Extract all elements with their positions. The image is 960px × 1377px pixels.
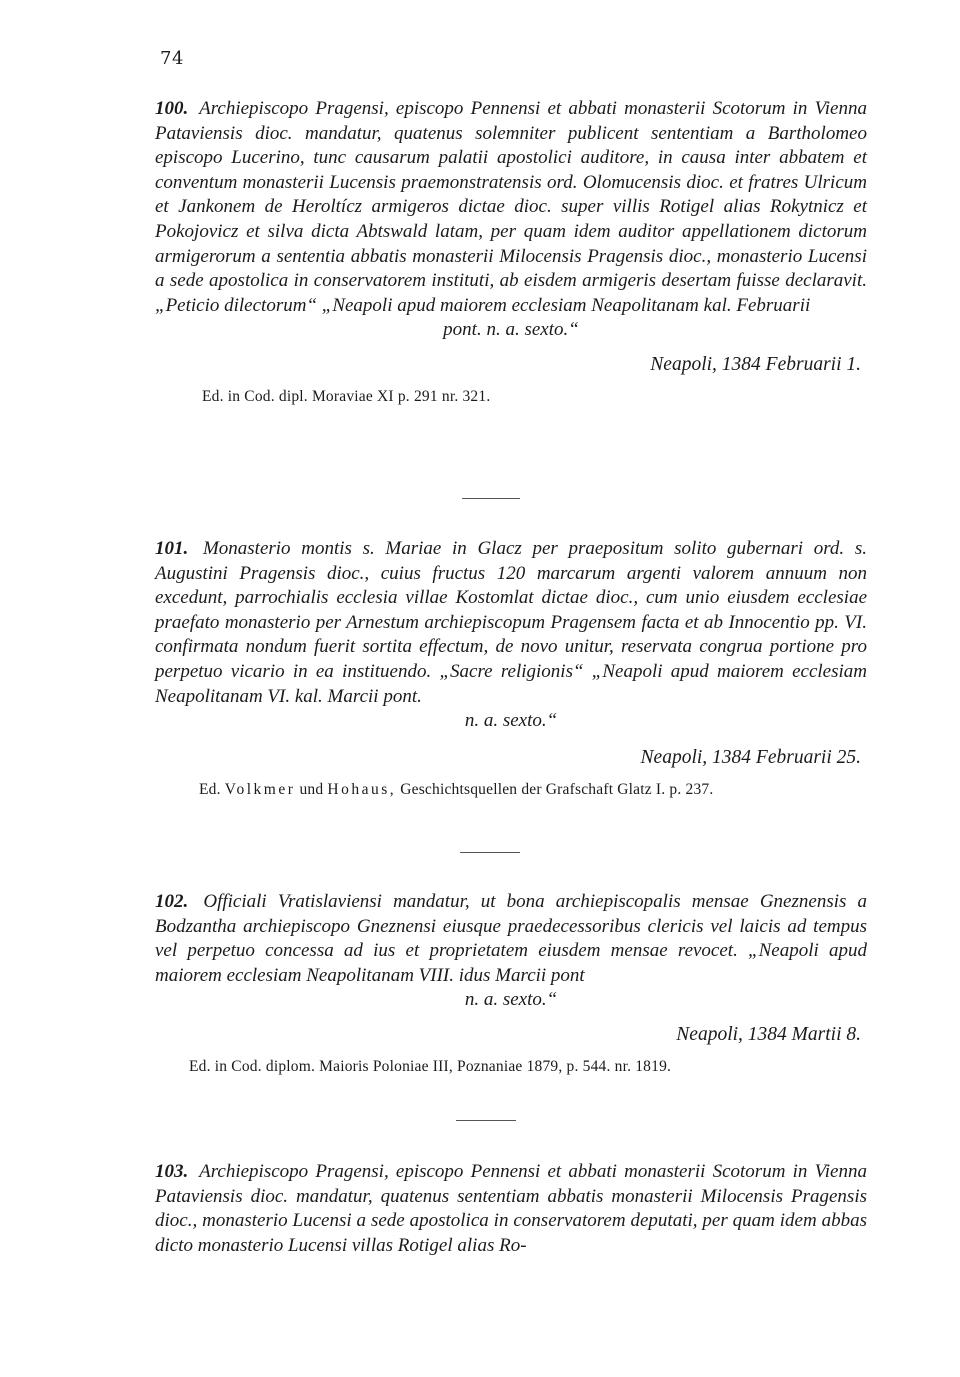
entry-102 (155, 890, 867, 1076)
edition-author: Volkmer (224, 781, 296, 799)
page-number: 74 (160, 48, 184, 69)
entry-number: 101. (155, 538, 189, 559)
edition-note (155, 781, 867, 799)
edition-conjunction: und (299, 781, 324, 799)
separator-rule (462, 498, 520, 499)
entry-text: Officiali Vratislaviensi mandatur, ut bona archiepiscopalis mensae Gneznensis a Bodzantha archiepiscopo Gneznensi eiusque praedecessoribus clericis vel laicis ad tempus vel perpetuo concessa ad ius et proprietatem eiusdem mensae revocet. „Neapoli apud maiorem ecclesiam Neapolitanam VIII. idus Marcii pont (155, 891, 867, 986)
entry-number: 102. (155, 891, 189, 912)
dateline: Neapoli, 1384 Martii 8. (676, 1024, 861, 1046)
entry-text: Archiepiscopo Pragensi, episcopo Pennensi et abbati monasterii Scotorum in Vienna Pataviensis dioc. mandatur, quatenus solemniter publicent sententiam a Bartholomeo episcopo Lucerino, tunc causarum palatii apostolici auditore, in causa inter abbatem et conventum monasterii Lucensis praemonstratensis ord. Olomucensis dioc. et fratres Ulricum et Jankonem de Heroltícz armigeros dictae dioc. super villis Rotigel alias Rokytnicz et Pokojovicz et silva dicta Abtswald latam, per quam idem auditor appellationem dictorum armigerorum a sententia abbatis monasterii Milocensis Pragensis dioc., monasterio Lucensi a sede apostolica in conservatorem instituti, ab eisdem armigeris desertam fuisse declaravit. „Peticio dilectorum“ „Neapoli apud maiorem ecclesiam Neapolitanam kal. Februarii (155, 98, 867, 316)
separator-rule (460, 852, 520, 853)
entry-number: 103. (155, 1161, 189, 1182)
entry-text-end: pont. n. a. sexto.“ (443, 319, 579, 341)
edition-note: Ed. in Cod. diplom. Maioris Poloniae III, Poznaniae 1879, p. 544. nr. 1819. (189, 1058, 672, 1076)
entry-text: Monasterio montis s. Mariae in Glacz per praepositum solito gubernari ord. s. Augustini Pragensis dioc., cuius fructus 120 marcarum argenti valorem annuum non excedunt, parrochialis ecclesia villae Kostomlat dictae dioc., cum unio eiusdem ecclesiae praefato monasterio per Arnestum archiepiscopum Pragensem facta et ab Innocentio pp. VI. confirmata nondum fuerit sortita effectum, de novo unitur, reservata congrua portione pro perpetuo vicario in ea instituendo. „Sacre religionis“ „Neapoli apud maiorem ecclesiam Neapolitanam VI. kal. Marcii pont. (155, 538, 868, 707)
entry-body (155, 97, 867, 318)
entry-text-end: n. a. sexto.“ (464, 710, 558, 732)
dateline: Neapoli, 1384 Februarii 1. (650, 354, 861, 376)
entry-text: Archiepiscopo Pragensi, episcopo Pennensi et abbati monasterii Scotorum in Vienna Pataviensis dioc. mandatur, quatenus sententiam abbatis monasterii Milocensis Pragensis dioc., monasterio Lucensi a sede apostolica in conservatorem deputati, per quam idem abbas dicto monasterio Lucensi villas Rotigel alias Ro- (155, 1161, 867, 1256)
edition-prefix: Ed. (199, 781, 221, 799)
edition-note: Ed. in Cod. dipl. Moraviae XI p. 291 nr. 321. (202, 388, 491, 406)
entry-body (155, 1160, 867, 1258)
entry-body (155, 890, 867, 988)
entry-body (155, 537, 867, 709)
entry-101 (155, 537, 867, 799)
separator-rule (456, 1120, 516, 1121)
edition-author: Hohaus, (327, 781, 397, 799)
entry-103 (155, 1160, 867, 1258)
entry-number: 100. (155, 98, 189, 119)
entry-100 (155, 97, 867, 406)
edition-title: Geschichtsquellen der Grafschaft Glatz I. p. 237. (400, 781, 714, 799)
entry-text-end: n. a. sexto.“ (464, 989, 558, 1011)
dateline: Neapoli, 1384 Februarii 25. (640, 747, 861, 769)
